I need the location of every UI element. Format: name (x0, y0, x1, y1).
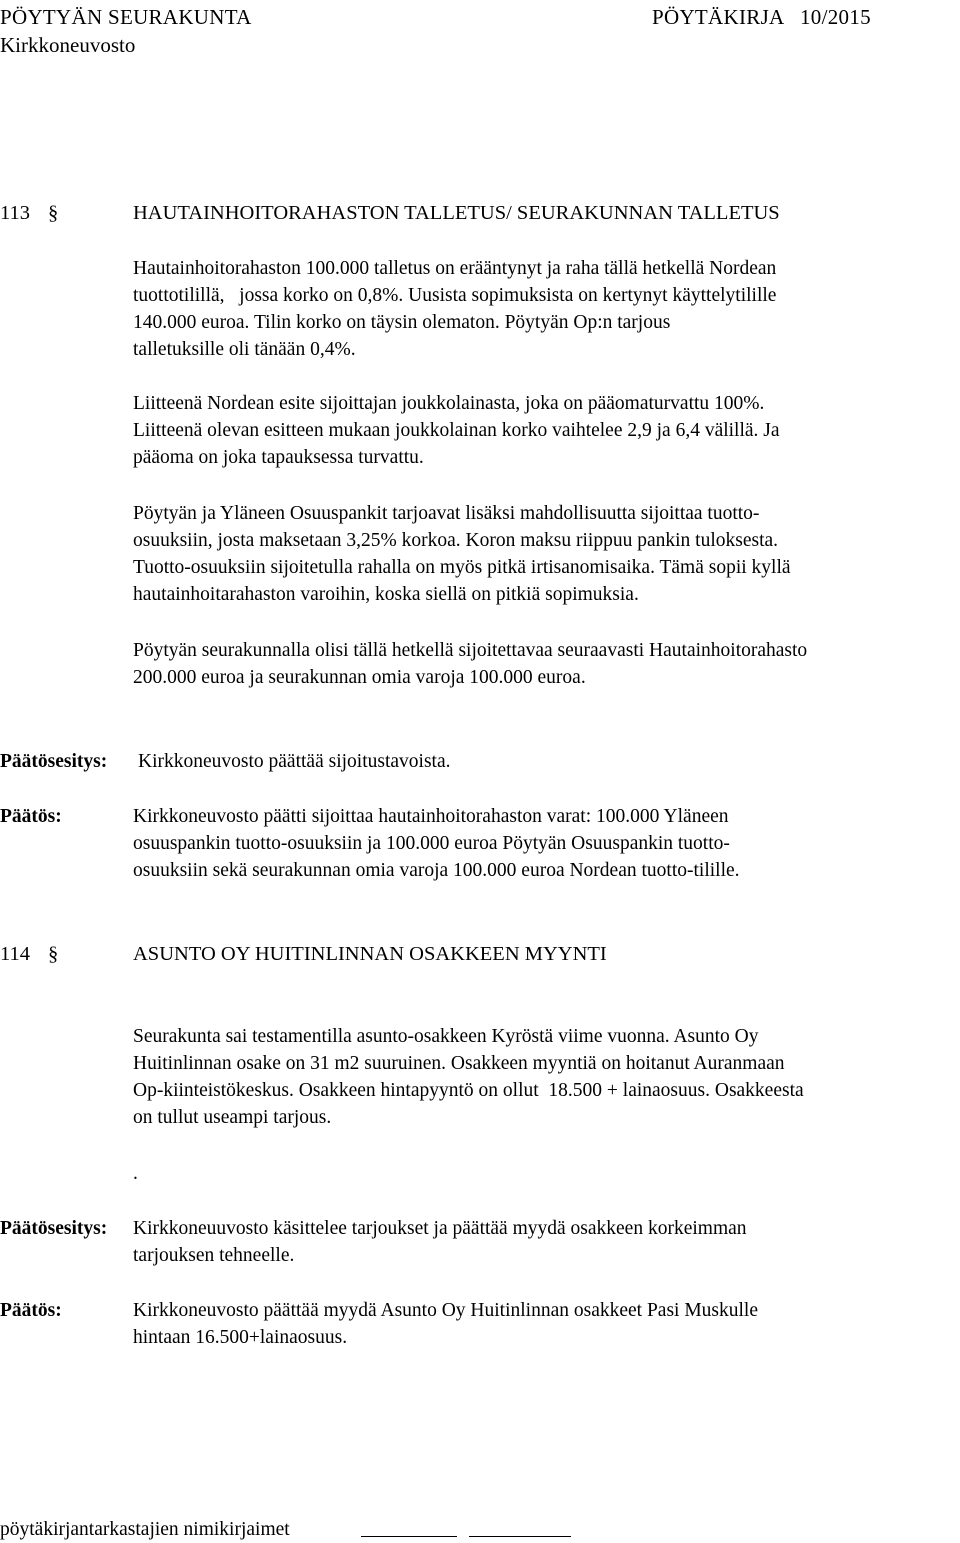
decision-line: osuuspankin tuotto-osuuksiin ja 100.000 euroa Pöytyän Osuuspankin tuotto- (133, 833, 730, 854)
section-113-symbol: § (48, 202, 59, 224)
paragraph-line: Liitteenä olevan esitteen mukaan joukkolainan korko vaihtelee 2,9 ja 6,4 välillä. Ja (133, 420, 780, 441)
paragraph-line: Seurakunta sai testamentilla asunto-osakkeen Kyröstä viime vuonna. Asunto Oy (133, 1026, 759, 1047)
section-113-title: HAUTAINHOITORAHASTON TALLETUS/ SEURAKUNNAN TALLETUS (133, 202, 780, 224)
paragraph-line: pääoma on joka tapauksessa turvattu. (133, 447, 424, 468)
paragraph-line: on tullut useampi tarjous. (133, 1107, 332, 1128)
section-114-title: ASUNTO OY HUITINLINNAN OSAKKEEN MYYNTI (133, 943, 607, 965)
section-113-paragraph-2 (133, 390, 960, 471)
section-113-paragraph-1 (133, 255, 960, 363)
signature-line-2 (469, 1536, 571, 1537)
decision-text-114 (133, 1297, 758, 1351)
paragraph-line: Tuotto-osuuksiin sijoitetulla rahalla on myös pitkä irtisanomisaika. Tämä sopii kyllä (133, 557, 791, 578)
paragraph-line: Pöytyän ja Yläneen Osuuspankit tarjoavat lisäksi mahdollisuutta sijoittaa tuotto- (133, 503, 760, 524)
paragraph-line: Op-kiinteistökeskus. Osakkeen hintapyyntö on ollut 18.500 + lainaosuus. Osakkeesta (133, 1080, 804, 1101)
decision-line: osuuksiin sekä seurakunnan omia varoja 100.000 euroa Nordean tuotto-tilille. (133, 860, 740, 881)
decision-label-114: Päätös: (0, 1300, 62, 1321)
proposal-text-114 (133, 1215, 747, 1269)
paragraph-line: Huitinlinnan osake on 31 m2 suuruinen. Osakkeen myyntiä on hoitanut Auranmaan (133, 1053, 785, 1074)
decision-text (133, 803, 740, 884)
decision-line: Kirkkoneuvosto päätti sijoittaa hautainhoitorahaston varat: 100.000 Yläneen (133, 806, 729, 827)
paragraph-line: talletuksille oli tänään 0,4%. (133, 339, 356, 360)
proposal-line: Kirkkoneuuvosto käsittelee tarjoukset ja päättää myydä osakkeen korkeimman (133, 1218, 747, 1239)
decision-line: Kirkkoneuvosto päättää myydä Asunto Oy Huitinlinnan osakkeet Pasi Muskulle (133, 1300, 758, 1321)
paragraph-line: Liitteenä Nordean esite sijoittajan joukkolainasta, joka on pääomaturvattu 100%. (133, 393, 765, 414)
section-113-paragraph-4 (133, 637, 960, 691)
section-114-paragraph-1 (133, 1023, 960, 1131)
proposal-line: tarjouksen tehneelle. (133, 1245, 295, 1266)
paragraph-line: tuottotilillä, jossa korko on 0,8%. Uusista sopimuksista on kertynyt käyttelytilille (133, 285, 777, 306)
signature-line-1 (361, 1536, 457, 1537)
proposal-label-114: Päätösesitys: (0, 1218, 108, 1239)
proposal-label: Päätösesitys: (0, 751, 108, 772)
decision-line: hintaan 16.500+lainaosuus. (133, 1327, 348, 1348)
meeting-body: Kirkkoneuvosto (0, 33, 136, 57)
paragraph-line: 200.000 euroa ja seurakunnan omia varoja 100.000 euroa. (133, 667, 586, 688)
stray-period: . (133, 1163, 138, 1184)
proposal-text: Kirkkoneuvosto päättää sijoitustavoista. (138, 751, 451, 772)
organization-name: PÖYTYÄN SEURAKUNTA (0, 5, 252, 29)
section-114-number: 114 (0, 943, 30, 965)
section-113-paragraph-3 (133, 500, 960, 608)
section-114-symbol: § (48, 943, 59, 965)
section-113-number: 113 (0, 202, 30, 224)
paragraph-line: hautainhoitarahaston varoihin, koska siellä on pitkiä sopimuksia. (133, 584, 639, 605)
document-number: PÖYTÄKIRJA 10/2015 (652, 5, 871, 29)
paragraph-line: osuuksiin, josta maksetaan 3,25% korkoa. Koron maksu riippuu pankin tuloksesta. (133, 530, 779, 551)
signature-label: pöytäkirjantarkastajien nimikirjaimet (0, 1519, 290, 1540)
paragraph-line: Pöytyän seurakunnalla olisi tällä hetkellä sijoitettavaa seuraavasti Hautainhoitorahasto (133, 640, 808, 661)
paragraph-line: Hautainhoitorahaston 100.000 talletus on erääntynyt ja raha tällä hetkellä Nordean (133, 258, 777, 279)
decision-label: Päätös: (0, 806, 62, 827)
paragraph-line: 140.000 euroa. Tilin korko on täysin olematon. Pöytyän Op:n tarjous (133, 312, 671, 333)
